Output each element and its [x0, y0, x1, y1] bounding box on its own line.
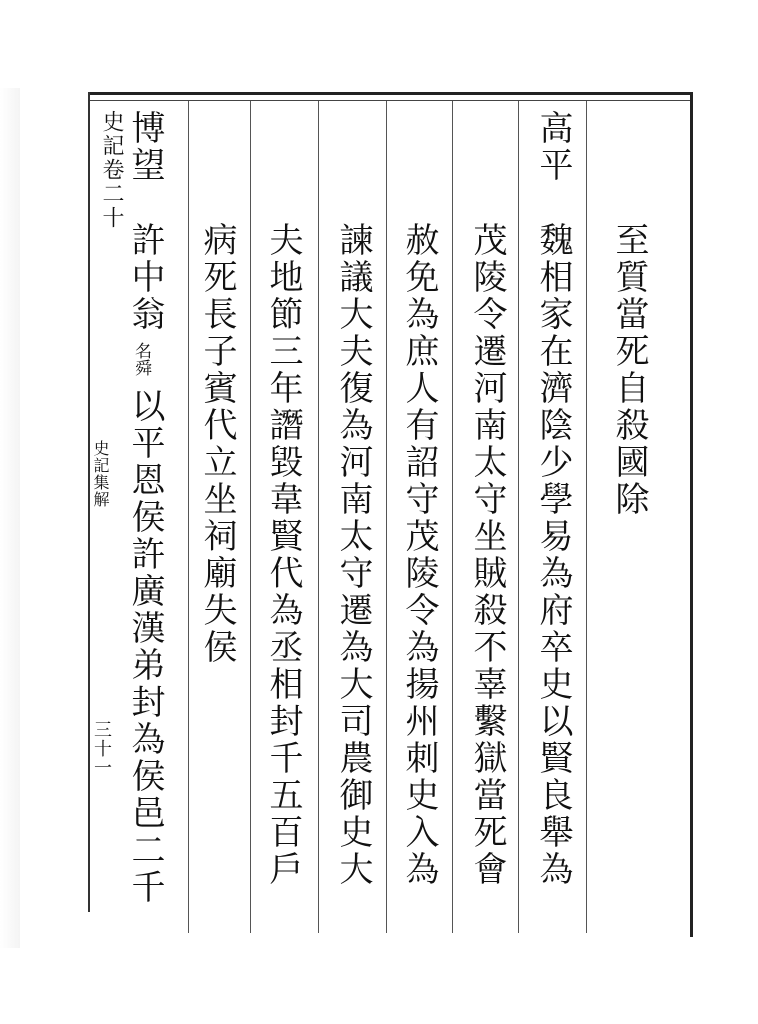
text-column-1: 至質當死自殺國除 [609, 222, 649, 518]
column-rule [452, 101, 453, 933]
column-heading: 高平 [533, 110, 573, 184]
page-number: 三十一 [91, 720, 112, 777]
frame-right-border [690, 92, 693, 937]
frame-left-border [88, 92, 90, 912]
text-column-8a: 許中翁 [125, 222, 165, 333]
column-rule [250, 101, 251, 933]
text-column-4: 赦免為庶人有詔守茂陵令為揚州刺史入為 [399, 222, 439, 888]
text-column-7: 病死長子賓代立坐祠廟失侯 [197, 222, 237, 666]
column-rule [386, 101, 387, 933]
text-column-5: 諫議大夫復為河南太守遷為大司農御史大 [333, 222, 373, 888]
frame-inner-border [88, 100, 693, 101]
edge-title: 史記卷二十 [99, 110, 124, 230]
text-column-2: 魏相家在濟陰少學易為府卒史以賢良舉為 [533, 222, 573, 888]
column-rule [518, 101, 519, 933]
column-rule [586, 101, 587, 933]
frame-top-border [88, 92, 693, 95]
column-rule [188, 101, 189, 933]
scan-edge [0, 88, 20, 948]
text-column-6: 夫地節三年譖毀韋賢代為丞相封千五百戶 [263, 222, 303, 888]
column-rule [318, 101, 319, 933]
annotation-note: 名舜 [131, 342, 151, 376]
column-heading: 博望 [125, 110, 165, 184]
edge-section: 史記集解 [91, 440, 110, 508]
text-column-8b: 以平恩侯許廣漢弟封為侯邑二千 [125, 388, 165, 906]
text-column-3: 茂陵令遷河南太守坐賊殺不辜繫獄當死會 [467, 222, 507, 888]
